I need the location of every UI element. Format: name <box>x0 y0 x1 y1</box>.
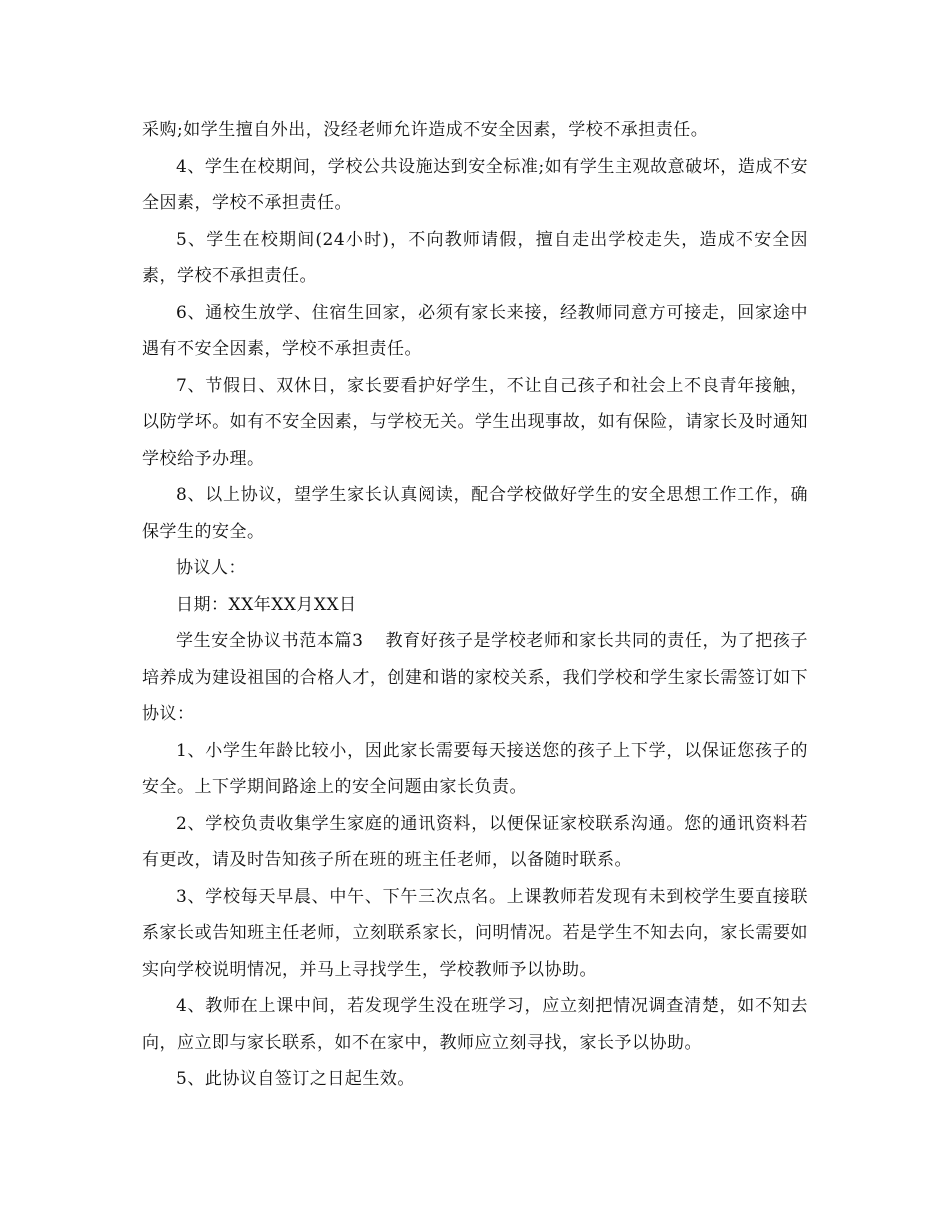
section-title: 学生安全协议书范本篇3 <box>176 631 364 651</box>
paragraph-clause-4: 4、学生在校期间，学校公共设施达到安全标准;如有学生主观故意破坏，造成不安全因素，学校不承担责任。 <box>142 156 808 213</box>
paragraph-continuation: 采购;如学生擅自外出，没经老师允许造成不安全因素，学校不承担责任。 <box>142 120 709 140</box>
paragraph-clause-5: 5、学生在校期间(24小时)，不向教师请假，擅自走出学校走失，造成不安全因素，学校不承担责任。 <box>142 229 808 286</box>
agreement-item-3: 3、学校每天早晨、中午、下午三次点名。上课教师若发现有未到校学生要直接联系家长或告知班主任老师，立刻联系家长，问明情况。若是学生不知去向，家长需要如实向学校说明情况，并马上寻找学生，学校教师予以协助。 <box>142 886 808 980</box>
agreement-item-5: 5、此协议自签订之日起生效。 <box>176 1069 415 1089</box>
date-line: 日期：XX年XX月XX日 <box>176 594 357 615</box>
section-paragraph <box>142 623 808 733</box>
paragraph-clause-7: 7、节假日、双休日，家长要看护好学生，不让自己孩子和社会上不良青年接触，以防学坏。如有不安全因素，与学校无关。学生出现事故，如有保险，请家长及时通知学校给予办理。 <box>142 375 808 469</box>
paragraph-clause-6: 6、通校生放学、住宿生回家，必须有家长来接，经教师同意方可接走，回家途中遇有不安全因素，学校不承担责任。 <box>142 302 808 359</box>
agreement-item-4: 4、教师在上课中间，若发现学生没在班学习，应立刻把情况调查清楚，如不知去向，应立即与家长联系，如不在家中，教师应立刻寻找，家长予以协助。 <box>142 996 808 1053</box>
section-intro: 教育好孩子是学校老师和家长共同的责任，为了把孩子培养成为建设祖国的合格人才，创建和谐的家校关系，我们学校和学生家长需签订如下协议： <box>142 631 808 724</box>
agreement-item-2: 2、学校负责收集学生家庭的通讯资料，以便保证家校联系沟通。您的通讯资料若有更改，请及时告知孩子所在班的班主任老师，以备随时联系。 <box>142 813 808 870</box>
agreement-item-1: 1、小学生年龄比较小，因此家长需要每天接送您的孩子上下学，以保证您孩子的安全。上下学期间路途上的安全问题由家长负责。 <box>142 740 808 797</box>
paragraph-clause-8: 8、以上协议，望学生家长认真阅读，配合学校做好学生的安全思想工作工作，确保学生的安全。 <box>142 485 808 542</box>
signatory-line: 协议人： <box>176 558 246 578</box>
